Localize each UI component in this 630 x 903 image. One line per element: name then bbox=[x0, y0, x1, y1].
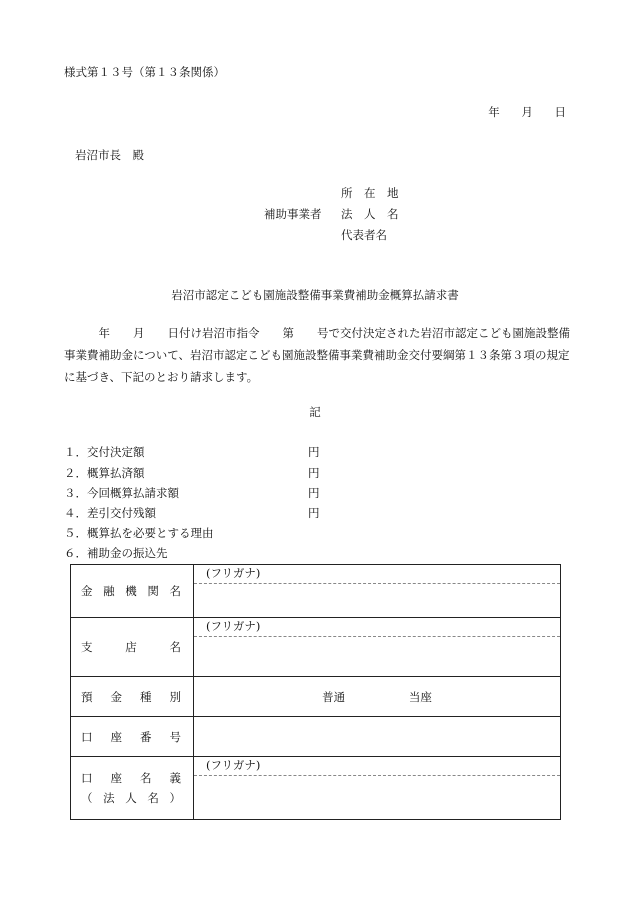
branch-furigana: (フリガナ) bbox=[194, 618, 560, 637]
addressee: 岩沼市長 殿 bbox=[75, 148, 144, 162]
row-financial-institution bbox=[71, 565, 561, 618]
item-decision-amount-unit: 円 bbox=[308, 445, 320, 459]
item-remaining-amount-unit: 円 bbox=[308, 506, 320, 520]
account-type-options[interactable]: 普通 当座 bbox=[194, 677, 561, 717]
account-holder-furigana: (フリガナ) bbox=[194, 757, 560, 776]
item-bank-destination: ６．補助金の振込先 bbox=[64, 546, 168, 560]
applicant-address-label: 所 在 地 bbox=[341, 186, 399, 200]
applicant-corp-name-label: 法 人 名 bbox=[341, 207, 399, 221]
applicant-representative-label: 代表者名 bbox=[341, 228, 387, 242]
account-number-input[interactable] bbox=[194, 717, 561, 757]
financial-institution-label: 金融機関名 bbox=[71, 565, 194, 618]
row-branch bbox=[71, 618, 561, 677]
document-title: 岩沼市認定こども園施設整備事業費補助金概算払請求書 bbox=[171, 288, 459, 302]
account-type-label: 預金種別 bbox=[71, 677, 194, 717]
item-reason: ５．概算払を必要とする理由 bbox=[64, 526, 214, 540]
branch-cell[interactable] bbox=[194, 618, 561, 677]
item-request-amount: ３．今回概算払請求額 bbox=[64, 486, 179, 500]
item-remaining-amount: ４．差引交付残額 bbox=[64, 506, 156, 520]
body-paragraph: 年 月 日付け岩沼市指令 第 号で交付決定された岩沼市認定こども園施設整備事業費補助金について、岩沼市認定こども園施設整備事業費補助金交付要綱第１３条第３項の規定に基づき、下記のとおり請求します。 bbox=[64, 326, 570, 384]
applicant-role-label: 補助事業者 bbox=[264, 207, 322, 221]
item-paid-amount: ２．概算払済額 bbox=[64, 466, 145, 480]
item-decision-amount: １．交付決定額 bbox=[64, 445, 145, 459]
financial-institution-cell[interactable] bbox=[194, 565, 561, 618]
ki-heading: 記 bbox=[309, 405, 321, 419]
financial-institution-furigana: (フリガナ) bbox=[194, 565, 560, 584]
account-holder-label: 口座名義 （法人名） bbox=[71, 757, 194, 820]
account-holder-cell[interactable] bbox=[194, 757, 561, 820]
branch-label: 支 店 名 bbox=[71, 618, 194, 677]
row-account-number bbox=[71, 717, 561, 757]
date-line: 年 月 日 bbox=[488, 105, 566, 119]
bank-info-table bbox=[70, 564, 561, 820]
form-number: 様式第１３号（第１３条関係） bbox=[64, 65, 225, 79]
branch-input[interactable] bbox=[194, 637, 560, 676]
item-paid-amount-unit: 円 bbox=[308, 466, 320, 480]
financial-institution-input[interactable] bbox=[194, 584, 560, 617]
item-request-amount-unit: 円 bbox=[308, 486, 320, 500]
account-number-label: 口座番号 bbox=[71, 717, 194, 757]
row-account-type bbox=[71, 677, 561, 717]
account-holder-input[interactable] bbox=[194, 776, 560, 819]
row-account-holder bbox=[71, 757, 561, 820]
